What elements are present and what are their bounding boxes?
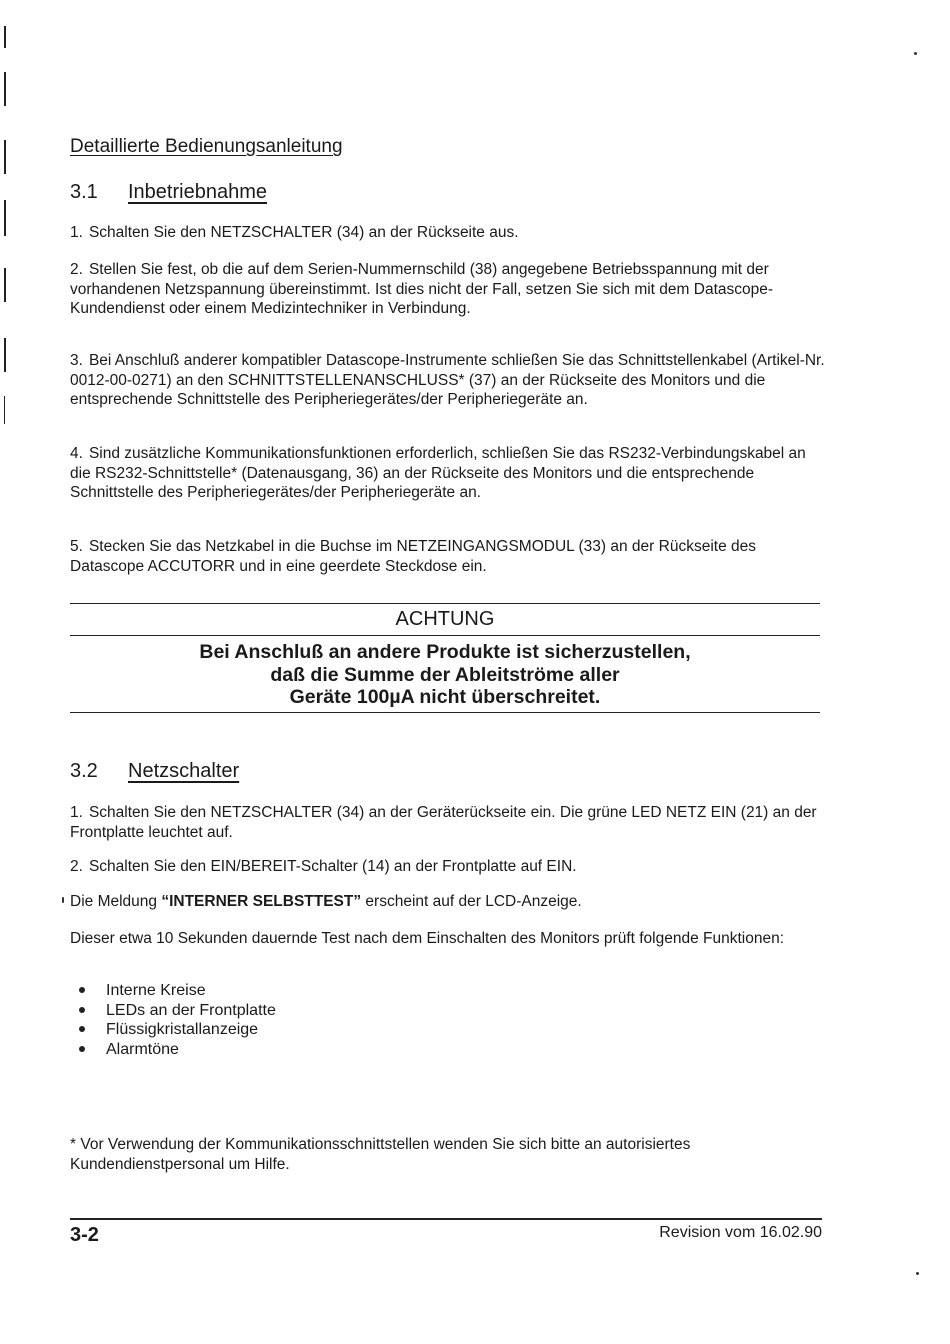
section-heading-3-2 <box>70 760 239 783</box>
message-suffix: erscheint auf der LCD-Anzeige. <box>361 893 582 910</box>
step-2-1 <box>70 803 830 842</box>
step-1-4 <box>70 444 830 503</box>
test-function-list <box>70 981 276 1059</box>
step-1-1 <box>70 223 830 243</box>
list-item-label: Alarmtöne <box>106 1040 179 1058</box>
document-title: Detaillierte Bedienungsanleitung <box>70 136 343 157</box>
step-text: Bei Anschluß anderer kompatibler Datascope-Instrumente schließen Sie das Schnittstellenkabel (Artikel-Nr. 0012-00-0271) an den SCHNITTSTELLENANSCHLUSS* (37) an der Rückseite des Monitors und die entsprechende Schnittstelle des Peripheriegerätes/der Peripheriegeräte an. <box>70 352 825 408</box>
step-1-3 <box>70 351 830 410</box>
message-selftest: “INTERNER SELBSTTEST” <box>161 893 362 910</box>
caution-rule-middle <box>70 635 820 636</box>
revision-date: Revision vom 16.02.90 <box>659 1224 822 1241</box>
section-title: Netzschalter <box>128 760 240 782</box>
scan-speck <box>916 1272 919 1275</box>
step-text: Stellen Sie fest, ob die auf dem Serien-Nummernschild (38) angegebene Betriebsspannung mit der vorhandenen Netzspannung übereinstimmt. Ist dies nicht der Fall, setzen Sie sich mit dem Datascope-Kundendienst oder einem Medizintechniker in Verbindung. <box>70 261 774 317</box>
margin-bar <box>4 140 6 174</box>
step-number: 3. <box>70 352 83 369</box>
bullet-icon <box>79 1007 85 1013</box>
list-item-label: LEDs an der Frontplatte <box>106 1001 276 1019</box>
step-text: Schalten Sie den EIN/BEREIT-Schalter (14) an der Frontplatte auf EIN. <box>88 858 577 875</box>
step-number: 2. <box>70 858 83 875</box>
scan-speck <box>914 52 917 55</box>
step-1-5 <box>70 537 830 576</box>
lcd-message-text <box>70 892 830 912</box>
margin-bar <box>4 268 6 302</box>
footnote: * Vor Verwendung der Kommunikationsschnittstellen wenden Sie sich bitte an autorisiertes Kundendienstpersonal um Hilfe. <box>70 1136 691 1173</box>
list-item-label: Interne Kreise <box>106 982 206 999</box>
section-title: Inbetriebnahme <box>128 181 267 203</box>
section-heading-3-1 <box>70 181 267 204</box>
caution-line: daß die Summe der Ableitströme aller <box>270 663 620 686</box>
step-text: Schalten Sie den NETZSCHALTER (34) an der Geräterückseite ein. Die grüne LED NETZ EIN (21) an der Frontplatte leuchtet auf. <box>70 804 817 841</box>
message-prefix: Die Meldung <box>70 893 162 910</box>
step-number: 4. <box>70 445 83 462</box>
bullet-icon <box>79 987 85 993</box>
bullet-icon <box>79 1026 85 1032</box>
caution-line: Bei Anschluß an andere Produkte ist sicherzustellen, <box>199 641 691 663</box>
step-1-2 <box>70 260 830 319</box>
list-item <box>70 1020 276 1040</box>
step-number: 1. <box>70 804 83 821</box>
caution-rule-top <box>70 603 820 604</box>
step-text: Schalten Sie den NETZSCHALTER (34) an der Rückseite aus. <box>88 224 519 241</box>
step-number: 2. <box>70 261 83 278</box>
margin-bar <box>4 338 6 372</box>
caution-text <box>70 641 820 709</box>
caution-rule-bottom <box>70 712 820 713</box>
step-number: 1. <box>70 224 83 241</box>
margin-bar <box>4 200 6 236</box>
margin-bar <box>4 26 6 48</box>
scan-speck <box>62 897 64 903</box>
list-item-label: Flüssigkristallanzeige <box>106 1021 259 1038</box>
step-text: Stecken Sie das Netzkabel in die Buchse im NETZEINGANGSMODUL (33) an der Rückseite des Datascope ACCUTORR und in eine geerdete Steckdose ein. <box>70 538 756 575</box>
section-number: 3.2 <box>70 760 98 782</box>
list-item <box>70 1001 276 1021</box>
footer-rule <box>70 1218 822 1220</box>
bullet-icon <box>79 1046 85 1052</box>
step-number: 5. <box>70 538 83 555</box>
page-number: 3-2 <box>70 1224 99 1246</box>
section-number: 3.1 <box>70 181 98 203</box>
step-text: Sind zusätzliche Kommunikationsfunktionen erforderlich, schließen Sie das RS232-Verbindungskabel an die RS232-Schnittstelle* (Datenausgang, 36) an der Rückseite des Monitors und die entsprechende Schnittstelle des Peripheriegerätes/der Peripheriegeräte an. <box>70 445 806 501</box>
list-item <box>70 1040 276 1060</box>
margin-bar <box>4 72 6 106</box>
test-intro: Dieser etwa 10 Sekunden dauernde Test nach dem Einschalten des Monitors prüft folgende Funktionen: <box>70 930 785 947</box>
caution-title: ACHTUNG <box>395 608 495 630</box>
list-item <box>70 981 276 1001</box>
margin-bar <box>4 396 5 424</box>
step-2-2 <box>70 857 830 877</box>
caution-line: Geräte 100µA nicht überschreitet. <box>289 686 601 708</box>
